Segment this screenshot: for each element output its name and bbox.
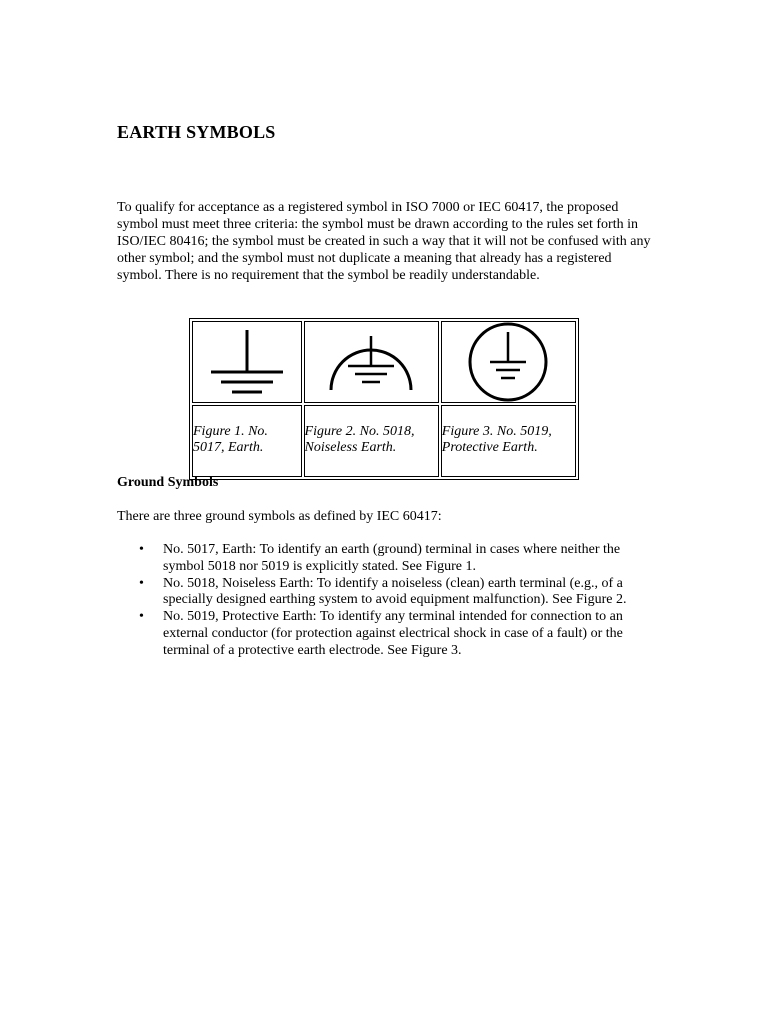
noiseless-earth-icon (326, 324, 416, 400)
figure-3-image-cell (441, 321, 576, 403)
figures-table (189, 318, 579, 480)
earth-ground-icon (207, 324, 287, 400)
bullet-icon: • (139, 542, 144, 557)
figure-image-row (192, 321, 576, 403)
figure-1-image-cell (192, 321, 302, 403)
figure-caption-row (192, 405, 576, 477)
bullet-icon: • (139, 575, 144, 591)
protective-earth-icon (466, 322, 550, 402)
list-item (117, 609, 657, 659)
section-heading: Ground Symbols (117, 475, 219, 490)
list-item (117, 576, 657, 610)
list-item-text: No. 5018, Noiseless Earth: To identify a noiseless (clean) earth terminal (e.g., of a specially designed earthing system to avoid equipment malfunction). See Figure 2. (163, 575, 627, 608)
ground-symbols-list (117, 542, 657, 660)
list-item-text: No. 5017, Earth: To identify an earth (ground) terminal in cases where neither the symbol 5018 nor 5019 is explicitly stated. See Figure 1. (163, 542, 621, 574)
figure-3-caption: Figure 3. No. 5019, Protective Earth. (441, 405, 576, 477)
figure-2-caption: Figure 2. No. 5018, Noiseless Earth. (304, 405, 439, 477)
intro-paragraph: To qualify for acceptance as a registered symbol in ISO 7000 or IEC 60417, the proposed symbol must meet three criteria: the symbol must be drawn according to the rules set forth in ISO/IEC 80416; the symbol must be created in such a way that it will not be confused with any other symbol; and the symbol must not duplicate a meaning that already has a registered symbol. There is no requirement that the symbol be readily understandable. (117, 200, 651, 283)
list-item-text: No. 5019, Protective Earth: To identify any terminal intended for connection to an external conductor (for protection against electrical shock in case of a fault) or the terminal of a protective earth electrode. See Figure 3. (163, 609, 623, 658)
figure-1-caption: Figure 1. No. 5017, Earth. (192, 405, 302, 477)
page-title: EARTH SYMBOLS (117, 122, 276, 142)
bullet-icon: • (139, 609, 144, 625)
lead-paragraph: There are three ground symbols as defined by IEC 60417: (117, 509, 442, 524)
figure-2-image-cell (304, 321, 439, 403)
list-item (117, 542, 657, 576)
